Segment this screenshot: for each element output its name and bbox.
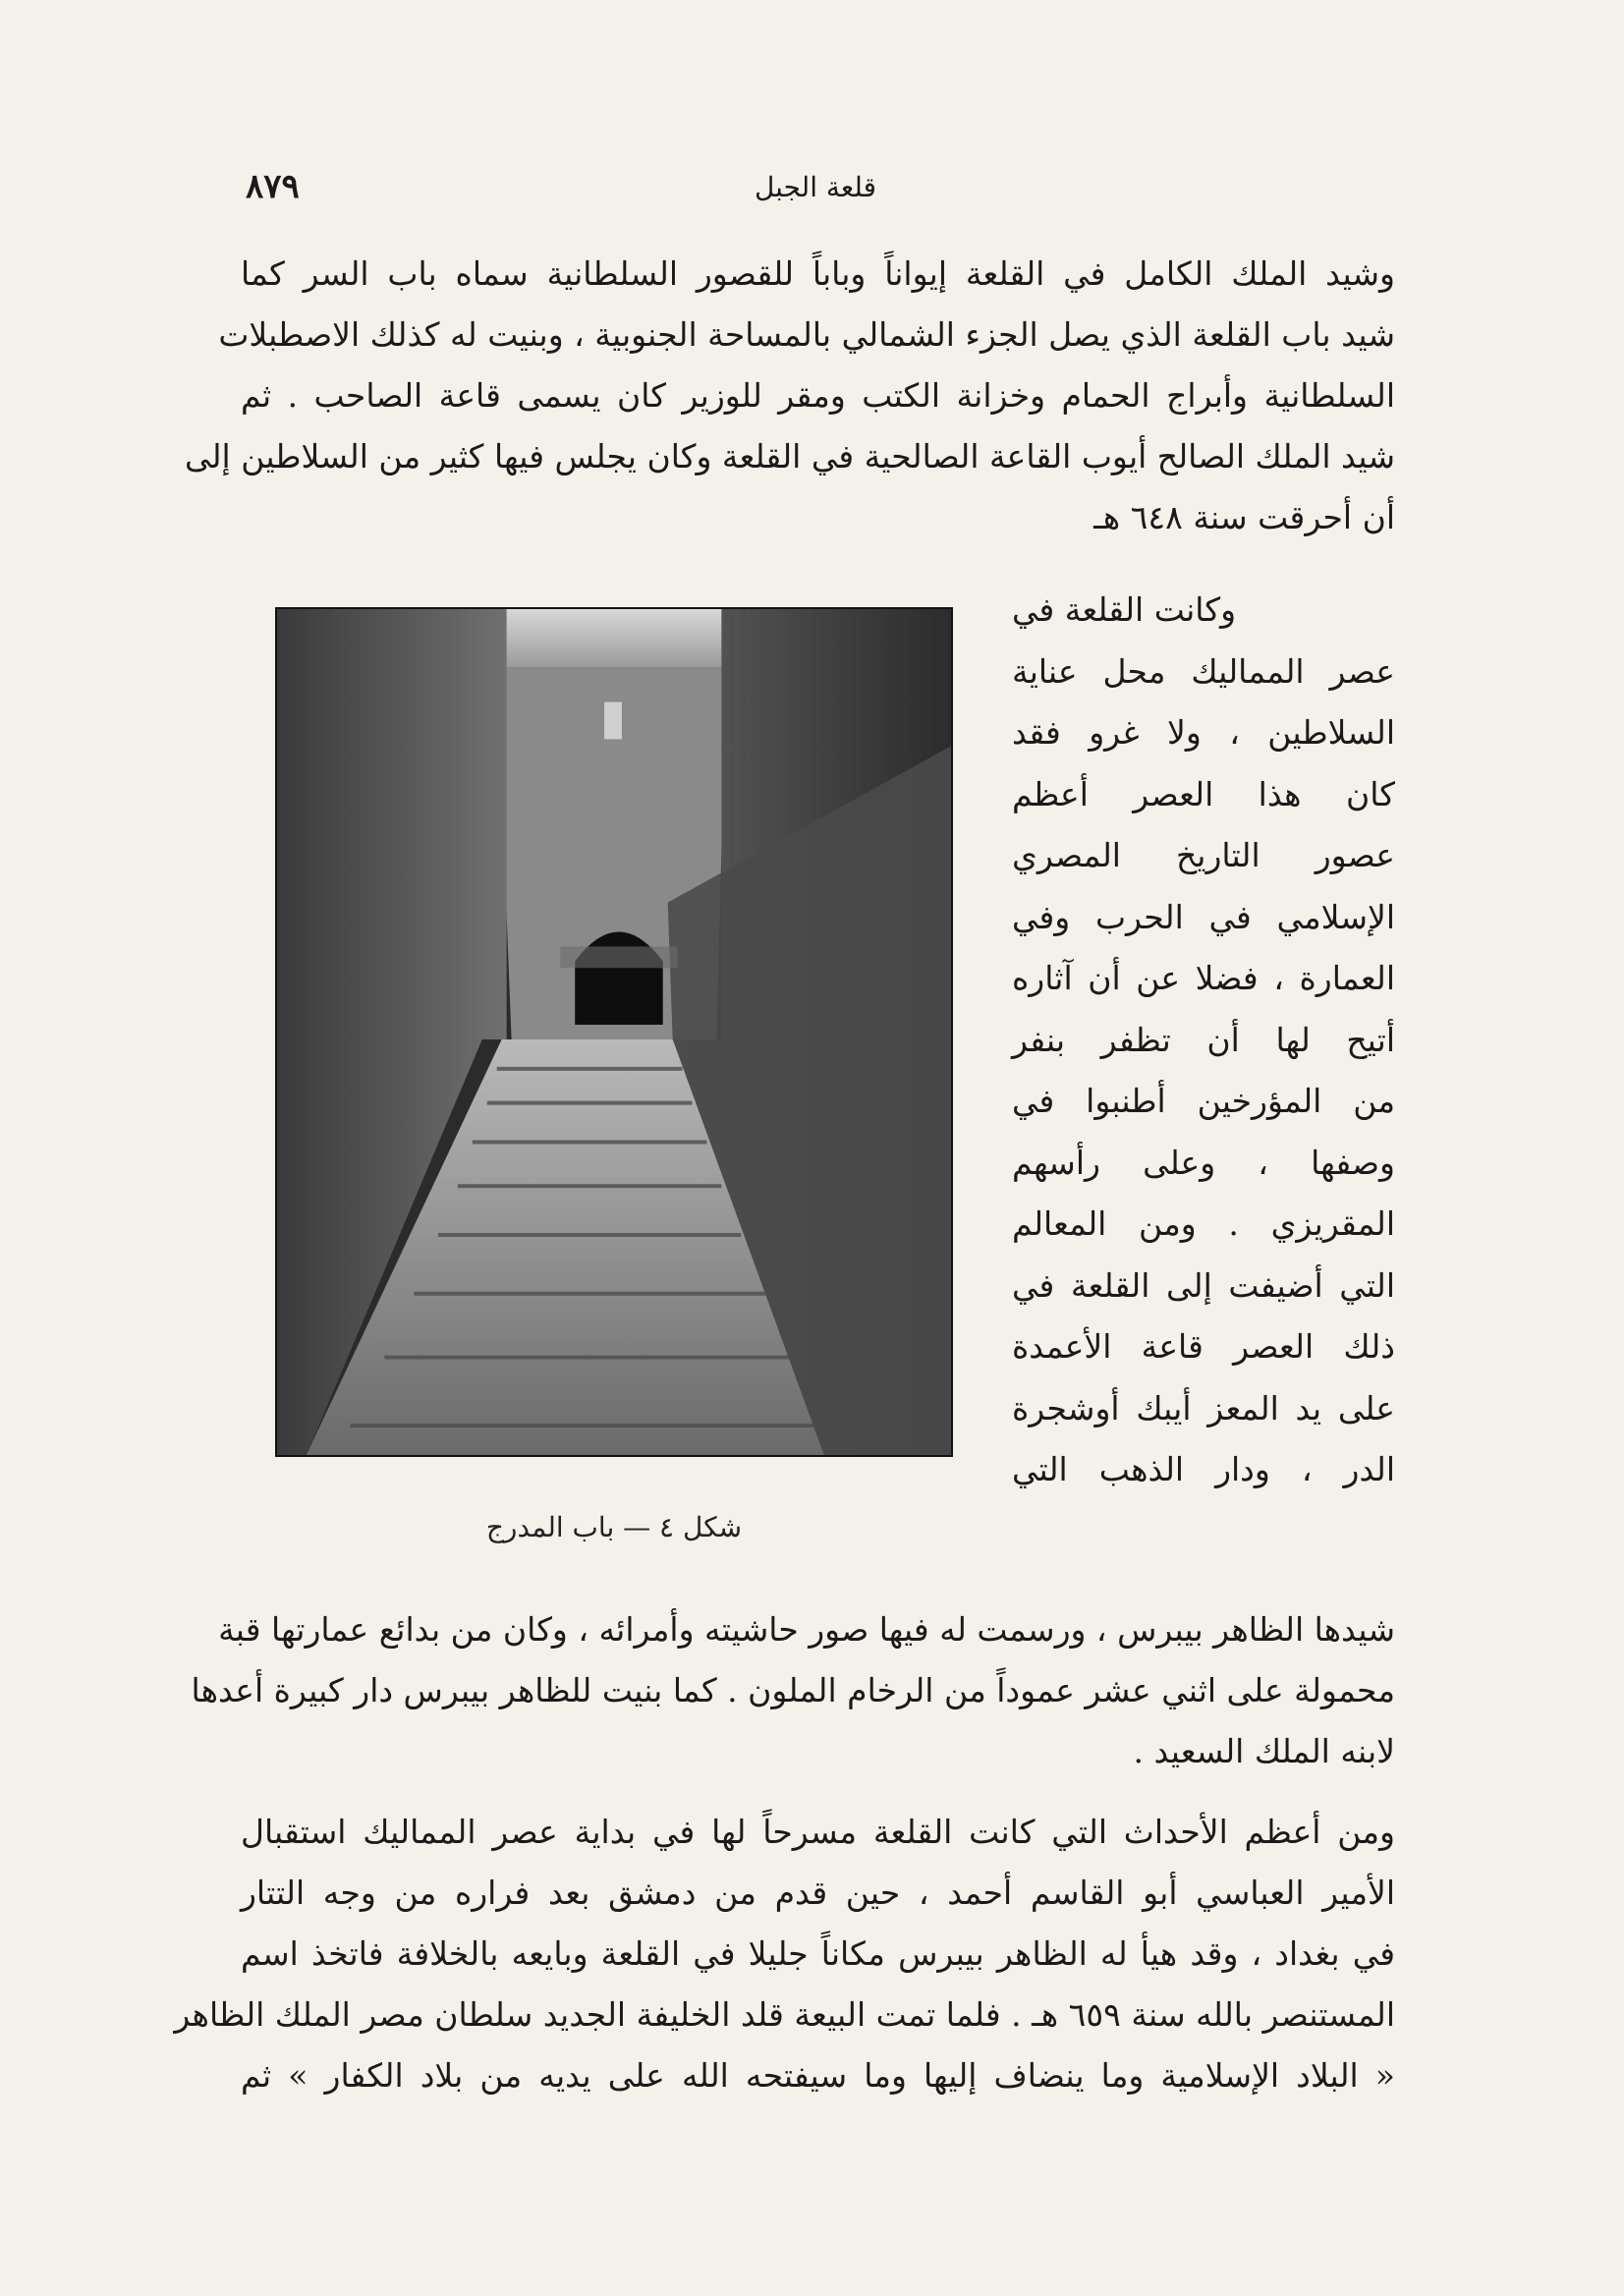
text-line: التي أضيفت إلى القلعة في: [1012, 1265, 1395, 1305]
text-line: الأمير العباسي أبو القاسم أحمد ، حين قدم من دمشق بعد فراره من وجه التتار: [241, 1874, 1395, 1912]
text-line: المقريزي . ومن المعالم: [1012, 1204, 1395, 1243]
text-line: ذلك العصر قاعة الأعمدة: [1012, 1327, 1395, 1366]
figure-caption: شكل ٤ — باب المدرج: [485, 1511, 743, 1543]
page-number: ٨٧٩: [246, 167, 300, 206]
text-line: ومن أعظم الأحداث التي كانت القلعة مسرحاً لها في بداية عصر المماليك استقبال: [241, 1813, 1395, 1851]
text-line: كان هذا العصر أعظم: [1012, 774, 1395, 813]
text-line: من المؤرخين أطنبوا في: [1012, 1082, 1395, 1120]
text-line: المستنصر بالله سنة ٦٥٩ هـ . فلما تمت البيعة قلد الخليفة الجديد سلطان مصر الملك الظاهر: [174, 1995, 1395, 2034]
text-line: أن أحرقت سنة ٦٤٨ هـ: [1093, 498, 1395, 536]
bottom-paragraphs: [174, 1599, 1395, 2106]
text-line: السلاطين ، ولا غرو فقد: [1012, 713, 1395, 752]
text-line: أتيح لها أن تظفر بنفر: [1012, 1020, 1395, 1059]
top-paragraph: [184, 244, 1395, 548]
text-line: السلطانية وأبراج الحمام وخزانة الكتب ومقر للوزير كان يسمى قاعة الصاحب . ثم: [241, 376, 1395, 415]
text-line: وكانت القلعة في: [1012, 590, 1237, 629]
text-line: العمارة ، فضلا عن أن آثاره: [1012, 959, 1395, 997]
text-line: على يد المعز أيبك أوشجرة: [1012, 1388, 1395, 1428]
text-line: الإسلامي في الحرب وفي: [1012, 897, 1395, 936]
text-line: الدر ، ودار الذهب التي: [1012, 1450, 1395, 1488]
figure: [275, 607, 953, 1543]
text-line: عصور التاريخ المصري: [1012, 836, 1395, 874]
side-paragraph: [1012, 580, 1395, 1501]
text-line: عصر المماليك محل عناية: [1012, 651, 1395, 691]
paragraph-gap: [241, 1782, 1395, 1802]
text-line: لابنه الملك السعيد .: [1133, 1732, 1395, 1770]
text-line: وشيد الملك الكامل في القلعة إيواناً وباباً للقصور السلطانية سماه باب السر كما: [241, 254, 1395, 293]
text-line: شيدها الظاهر بيبرس ، ورسمت له فيها صور حاشيته وأمرائه ، وكان من بدائع عمارتها قبة: [218, 1610, 1395, 1649]
running-title: قلعة الجبل: [754, 171, 877, 203]
text-line: شيد الملك الصالح أيوب القاعة الصالحية في القلعة وكان يجلس فيها كثير من السلاطين إلى: [184, 437, 1395, 476]
text-line: في بغداد ، وقد هيأ له الظاهر بيبرس مكاناً جليلا في القلعة وبايعه بالخلافة فاتخذ اسم: [241, 1934, 1395, 1973]
figure-wrap-area: [241, 580, 1395, 1601]
page-header: [246, 167, 1385, 216]
text-line: شيد باب القلعة الذي يصل الجزء الشمالي بالمساحة الجنوبية ، وبنيت له كذلك الاصطبلات: [218, 315, 1395, 354]
text-line: محمولة على اثني عشر عموداً من الرخام الملون . كما بنيت للظاهر بيبرس دار كبيرة أعدها: [191, 1671, 1395, 1709]
text-line: وصفها ، وعلى رأسهم: [1012, 1143, 1395, 1182]
text-line: « البلاد الإسلامية وما ينضاف إليها وما سيفتحه الله على يديه من بلاد الكفار » ثم: [241, 2056, 1395, 2095]
stairway-photo: [275, 607, 953, 1457]
